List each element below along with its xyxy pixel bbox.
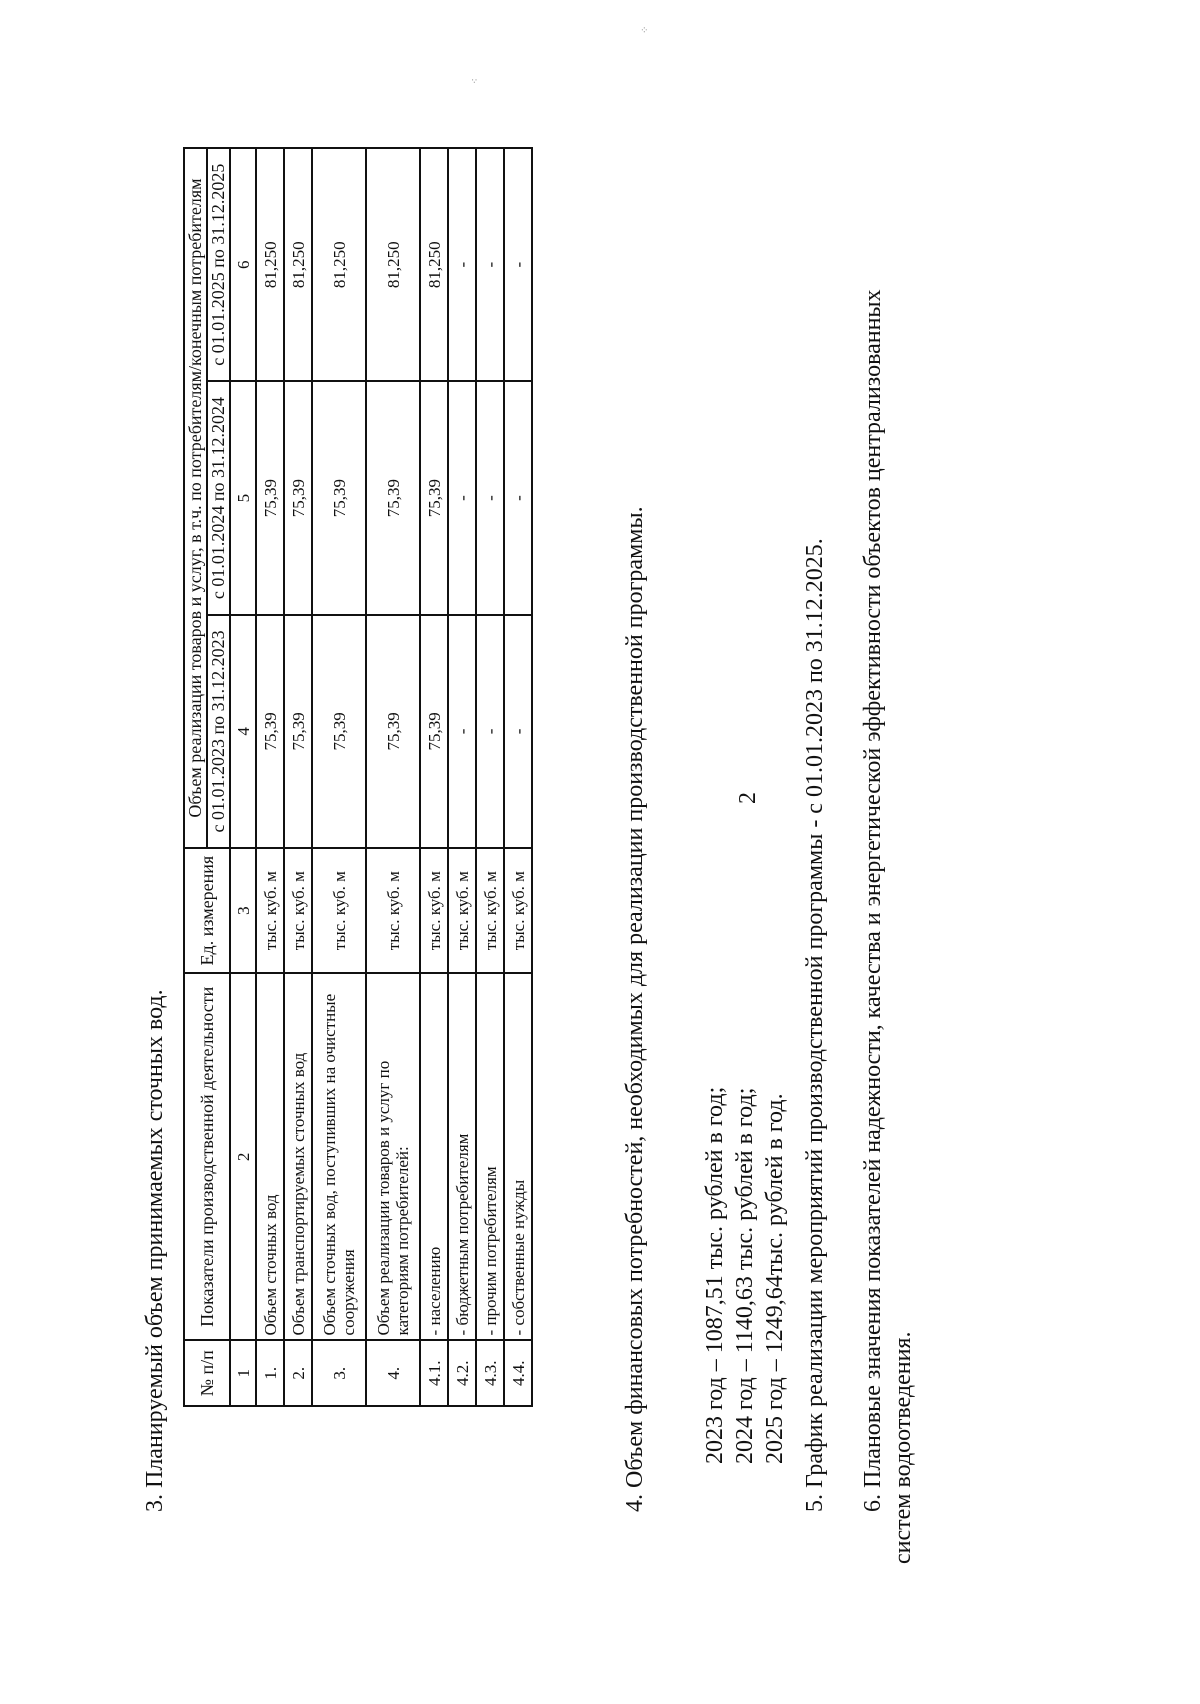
row-value-2023: - xyxy=(476,615,504,848)
row-value-2024: 75,39 xyxy=(420,381,448,614)
table-header-row xyxy=(184,148,207,1406)
row-value-2025: 81,250 xyxy=(256,148,284,381)
row-value-2024: 75,39 xyxy=(256,381,284,614)
row-num: 1. xyxy=(256,1340,284,1406)
row-name: - собственные нужды xyxy=(504,973,532,1340)
row-value-2023: - xyxy=(448,615,476,848)
section-4-title: 4. Объем финансовых потребностей, необходимых для реализации производственной программы. xyxy=(622,506,648,1512)
row-name: - населению xyxy=(420,973,448,1340)
row-num: 4.2. xyxy=(448,1340,476,1406)
index-cell: 4 xyxy=(230,615,256,848)
row-value-2023: 75,39 xyxy=(420,615,448,848)
row-unit: тыс. куб. м xyxy=(476,848,504,973)
section-6-line-1: 6. Плановые значения показателей надежности, качества и энергетической эффективности объектов централизованных xyxy=(860,289,886,1512)
table-index-row xyxy=(230,148,256,1406)
header-group: Объем реализации товаров и услуг, в т.ч. по потребителям/конечным потребителям xyxy=(184,148,207,848)
header-period-2023: с 01.01.2023 по 31.12.2023 xyxy=(207,615,230,848)
index-cell: 5 xyxy=(230,381,256,614)
row-num: 3. xyxy=(312,1340,366,1406)
row-name: Объем сточных вод xyxy=(256,973,284,1340)
row-value-2023: 75,39 xyxy=(366,615,420,848)
row-value-2024: - xyxy=(504,381,532,614)
row-value-2023: - xyxy=(504,615,532,848)
index-cell: 3 xyxy=(230,848,256,973)
financial-line-2025: 2025 год – 1249,64тыс. рублей в год. xyxy=(762,1093,788,1464)
section-3-title: 3. Планируемый объем принимаемых сточных вод. xyxy=(142,989,168,1512)
index-cell: 6 xyxy=(230,148,256,381)
section-6-line-2: систем водоотведения. xyxy=(890,1331,916,1564)
table-row xyxy=(476,148,504,1406)
header-period-2024: с 01.01.2024 по 31.12.2024 xyxy=(207,381,230,614)
row-value-2025: 81,250 xyxy=(366,148,420,381)
row-value-2025: 81,250 xyxy=(312,148,366,381)
scan-speck: ⁖ xyxy=(470,78,481,84)
row-unit: тыс. куб. м xyxy=(256,848,284,973)
row-value-2025: - xyxy=(476,148,504,381)
row-name: - бюджетным потребителям xyxy=(448,973,476,1340)
row-value-2024: 75,39 xyxy=(366,381,420,614)
financial-needs-list xyxy=(700,1087,790,1464)
row-value-2024: - xyxy=(476,381,504,614)
row-unit: тыс. куб. м xyxy=(504,848,532,973)
row-value-2025: 81,250 xyxy=(420,148,448,381)
row-value-2025: - xyxy=(504,148,532,381)
section-6-title xyxy=(858,12,918,1564)
header-period-2025: с 01.01.2025 по 31.12.2025 xyxy=(207,148,230,381)
row-value-2024: - xyxy=(448,381,476,614)
row-num: 4.1. xyxy=(420,1340,448,1406)
row-value-2025: 81,250 xyxy=(284,148,312,381)
financial-line-2023: 2023 год – 1087,51 тыс. рублей в год; xyxy=(702,1086,728,1464)
row-value-2024: 75,39 xyxy=(284,381,312,614)
header-unit: Ед. измерения xyxy=(184,848,230,973)
row-value-2024: 75,39 xyxy=(312,381,366,614)
table-row xyxy=(420,148,448,1406)
header-name: Показатели производственной деятельности xyxy=(184,973,230,1340)
wastewater-volume-table xyxy=(183,147,533,1407)
row-num: 4. xyxy=(366,1340,420,1406)
index-cell: 1 xyxy=(230,1340,256,1406)
row-value-2025: - xyxy=(448,148,476,381)
table-row xyxy=(256,148,284,1406)
row-name: Объем транспортируемых сточных вод xyxy=(284,973,312,1340)
row-name: Объем реализации товаров и услуг по категориям потребителей: xyxy=(366,973,420,1340)
table-row xyxy=(448,148,476,1406)
scan-speck: ⁘ xyxy=(640,25,651,34)
row-name: Объем сточных вод, поступивших на очистные сооружения xyxy=(312,973,366,1340)
row-unit: тыс. куб. м xyxy=(366,848,420,973)
section-5-title: 5. График реализации мероприятий производственной программы - с 01.01.2023 по 31.12.2025. xyxy=(802,538,828,1512)
financial-line-2024: 2024 год – 1140,63 тыс. рублей в год; xyxy=(732,1087,758,1464)
row-value-2023: 75,39 xyxy=(284,615,312,848)
table-row xyxy=(366,148,420,1406)
row-unit: тыс. куб. м xyxy=(420,848,448,973)
table-row xyxy=(284,148,312,1406)
table-row xyxy=(504,148,532,1406)
table-row xyxy=(312,148,366,1406)
row-unit: тыс. куб. м xyxy=(284,848,312,973)
row-name: - прочим потребителям xyxy=(476,973,504,1340)
index-cell: 2 xyxy=(230,973,256,1340)
row-value-2023: 75,39 xyxy=(256,615,284,848)
row-unit: тыс. куб. м xyxy=(448,848,476,973)
header-num: № п/п xyxy=(184,1340,230,1406)
row-value-2023: 75,39 xyxy=(312,615,366,848)
row-num: 2. xyxy=(284,1340,312,1406)
row-num: 4.3. xyxy=(476,1340,504,1406)
page-number: 2 xyxy=(735,792,761,804)
row-num: 4.4. xyxy=(504,1340,532,1406)
row-unit: тыс. куб. м xyxy=(312,848,366,973)
